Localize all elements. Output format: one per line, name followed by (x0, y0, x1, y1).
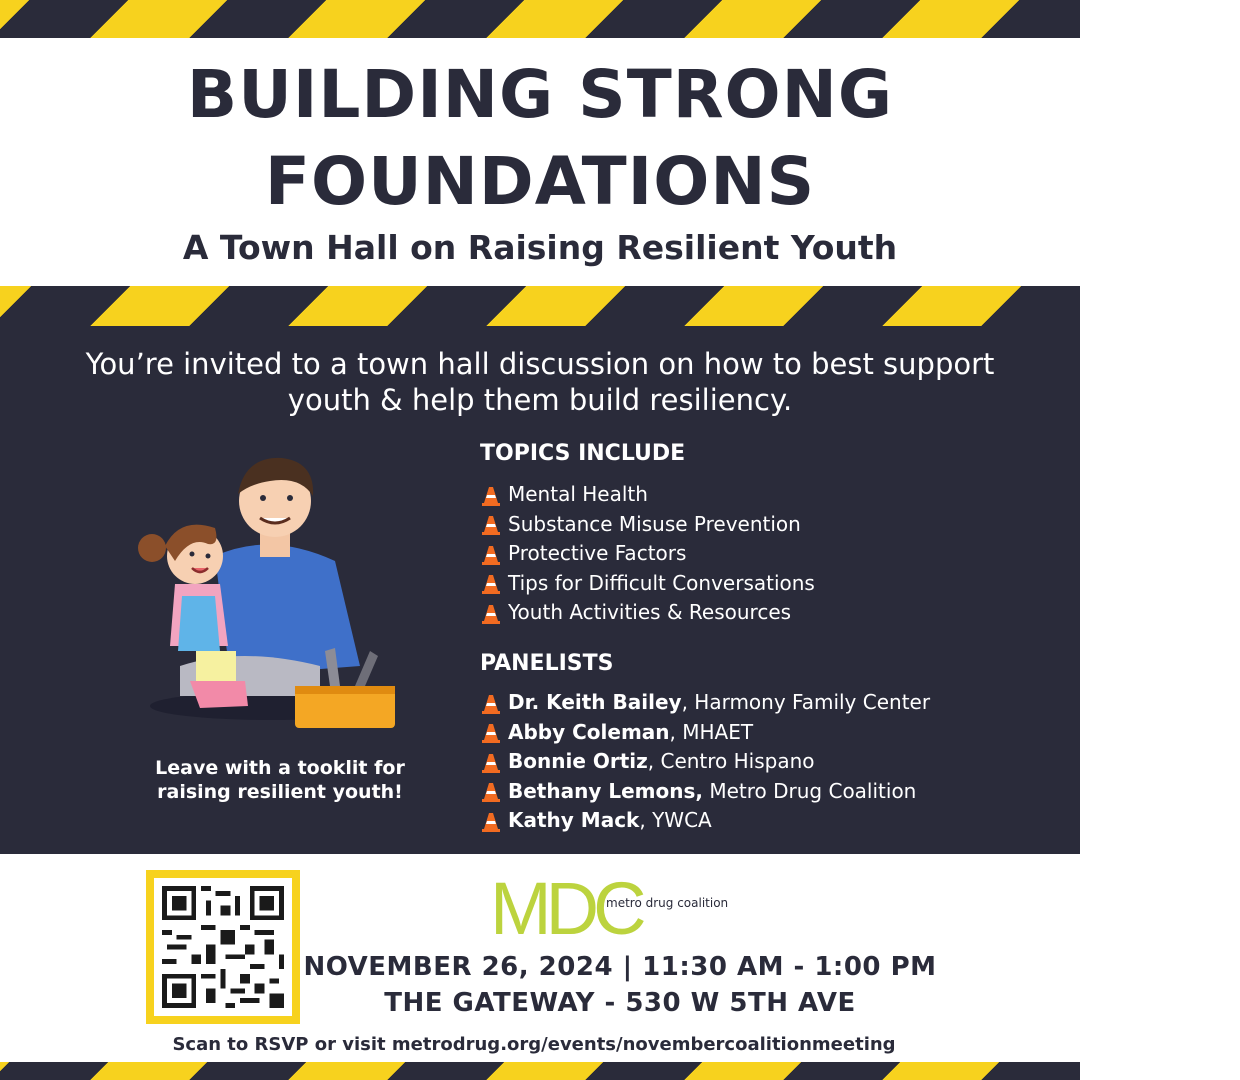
logo-text: metro drug coalition (606, 896, 729, 910)
topics-heading: TOPICS INCLUDE (480, 441, 686, 466)
traffic-cone-icon (482, 694, 500, 714)
details-panel (0, 326, 1080, 854)
topic-label: Mental Health (508, 482, 648, 506)
traffic-cone-icon (482, 753, 500, 773)
panelist-item (482, 747, 930, 777)
event-date-time: NOVEMBER 26, 2024 | 11:30 AM - 1:00 PM (303, 952, 937, 982)
mdc-logo (490, 867, 750, 950)
panelist-org: , MHAET (669, 719, 754, 744)
panelist-org: , YWCA (639, 808, 712, 833)
panelists-heading: PANELISTS (480, 651, 614, 676)
topic-item (482, 598, 815, 628)
topic-label: Substance Misuse Prevention (508, 511, 801, 536)
topic-label: Protective Factors (508, 541, 687, 566)
traffic-cone-icon (482, 515, 500, 535)
traffic-cone-icon (482, 812, 500, 832)
panelist-org: , Harmony Family Center (681, 690, 931, 714)
header (0, 38, 1080, 286)
panelist-name: Dr. Keith Bailey (508, 690, 682, 714)
panelist-item (482, 777, 930, 807)
topic-item (482, 569, 815, 599)
panelist-name: Bonnie Ortiz (508, 749, 648, 774)
traffic-cone-icon (482, 782, 500, 802)
subtitle: A Town Hall on Raising Resilient Youth (182, 228, 898, 267)
topic-label: Tips for Difficult Conversations (508, 570, 815, 595)
mdc-logo-mark (490, 867, 641, 950)
panelist-org: Metro Drug Coalition (702, 778, 917, 803)
topic-item (482, 510, 815, 540)
rsvp-link[interactable]: Scan to RSVP or visit metrodrug.org/events/novembercoalitionmeeting (172, 1034, 896, 1055)
panelists-list (482, 688, 930, 836)
panelist-name: Bethany Lemons, (508, 778, 703, 803)
traffic-cone-icon (482, 574, 500, 594)
panelist-name: Abby Coleman (508, 719, 670, 744)
panelist-org: , Centro Hispano (647, 749, 815, 774)
father-daughter-illustration (120, 436, 420, 736)
panelist-item (482, 688, 930, 718)
title-line-1: BUILDING STRONG (186, 56, 894, 133)
event-venue: THE GATEWAY - 530 W 5TH AVE (384, 988, 856, 1018)
topic-item (482, 539, 815, 569)
logo-letters: MDC (490, 867, 641, 950)
panelist-item (482, 806, 930, 836)
toolkit-caption: Leave with a tooklit for raising resilient youth! (155, 757, 405, 803)
caution-stripe-bottom (0, 1062, 1080, 1080)
traffic-cone-icon (482, 604, 500, 624)
intro-text: You’re invited to a town hall discussion on how to best support youth & help them build resiliency. (85, 347, 995, 417)
topic-item (482, 480, 815, 510)
title-line-2: FOUNDATIONS (264, 143, 816, 220)
traffic-cone-icon (482, 723, 500, 743)
panelist-item (482, 718, 930, 748)
traffic-cone-icon (482, 545, 500, 565)
panelist-name: Kathy Mack (508, 808, 640, 833)
topic-label: Youth Activities & Resources (508, 600, 792, 625)
traffic-cone-icon (482, 486, 500, 506)
topics-list (482, 480, 815, 628)
caution-stripe-middle (0, 286, 1080, 326)
caution-stripe-top (0, 0, 1080, 38)
